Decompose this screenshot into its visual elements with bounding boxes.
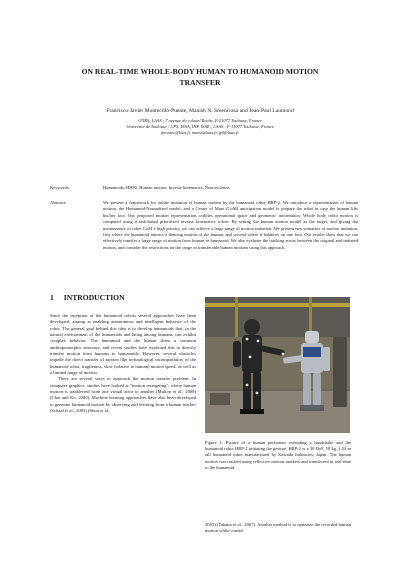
intro-column-right: 2005) (Takano et al., 2007). Another method is to optimize the recorded human motion while consid- — [205, 522, 351, 534]
affiliation-line-2: Université de Toulouse ; UPS, INSA, INP, ISAE ; LAAS ; F-31077 Toulouse, France — [126, 124, 274, 130]
affiliation-emails: fmontec@laas.fr, manu@laas.fr, jpl@laas.fr — [161, 130, 239, 136]
paper-title — [40, 66, 360, 88]
affiliation-line-1: CNRS; LAAS ; 7 avenue du colonel Roche, F-31077 Toulouse, France — [138, 118, 262, 123]
figure-caption: Figure 1: Picture of a human performer extending a handshake and the humanoid robot HRP-2 imitating the gesture. HRP-2 is a 30 DoF, 58 kg, 1.54 m tall humanoid robot manufactured by Kawada Industries, Japan. The human motion was tracked using reflective motion markers and transferred in real-time to the humanoid. — [205, 440, 351, 470]
intro-column-left — [50, 313, 196, 415]
affiliation-block — [40, 118, 360, 137]
abstract-text: We present a framework for online imitation of human motion by the humanoid robot HRP-2. We introduce a representation of human motion, the Humanoid-Normalized model, and a Center of Mass (CoM) anticipation model to prepare the robot in case the human lifts his/her foot. Our proposed motion representation codifies operational space and geometric information. Whole body robot motion is computed using a task-based prioritized inverse kinematics solver. By setting the human motion model as the target, and giving the maintenance of robot CoM a high priority, we can achieve a large range of motion imitation. We present two scenarios of motion imitation, first where the humanoid mimics a dancing motion of the human, and second where it balances on one foot. Our results show that we can effectively transfer a large range of motion from human to humanoid. We also evaluate the tracking errors between the original and imitated motion, and consider the restrictions on the range of transferable human motions using this approach. — [103, 200, 358, 250]
keywords-text: Humanoids, HRP2, Human motion, Inverse kinematics, Neuroscience. — [103, 185, 231, 190]
title-line-1: ON REAL-TIME WHOLE-BODY HUMAN TO HUMANOID MOTION — [81, 67, 319, 76]
section-heading — [50, 293, 125, 302]
intro-paragraph-1: Since the inception of the humanoid robots several approaches have been developed, aiming at enabling autonomous and intelligent behavior of the robot. The general goal behind this idea is to develop humanoids that, in the natural environment of the humanoids and being among humans, can exhibit complex behavior. The humanoid and the human share a common anthropomorphic structure, and recent studies have exploited this to directly transfer motion from humans to humanoids. However, several obstacles impede the direct transfer of motion like technological incompatibility of the humanoid robot, fragileness, slow (relative to human) motion speed, as well as a limited range of motion. — [50, 313, 196, 376]
abstract-label: Abstract: — [50, 200, 67, 205]
title-line-2: TRANSFER — [179, 78, 221, 87]
author-list: Francisco-Javier Montecillo-Puente, Manish N. Sreenivasa and Jean-Paul Laumond — [106, 108, 294, 114]
figure-photo — [205, 297, 350, 433]
intro-paragraph-2: There are several ways to approach the motion transfer problem. In computer graphics, studies have looked at "motion retargeting", where human motion is transferred from one virtual actor to another (Multon et al., 2008)(Choi and Ko, 2000). Machine learning approaches have also been developed to generate humanoid motion by observing and learning from a human teacher (Schaal et al., 2003) (Shon et al., — [50, 376, 196, 414]
section-number: 1 — [50, 293, 54, 302]
keywords-label: Keywords: — [50, 185, 70, 190]
figure-photo-illustration — [205, 297, 350, 433]
section-title: INTRODUCTION — [63, 293, 125, 302]
